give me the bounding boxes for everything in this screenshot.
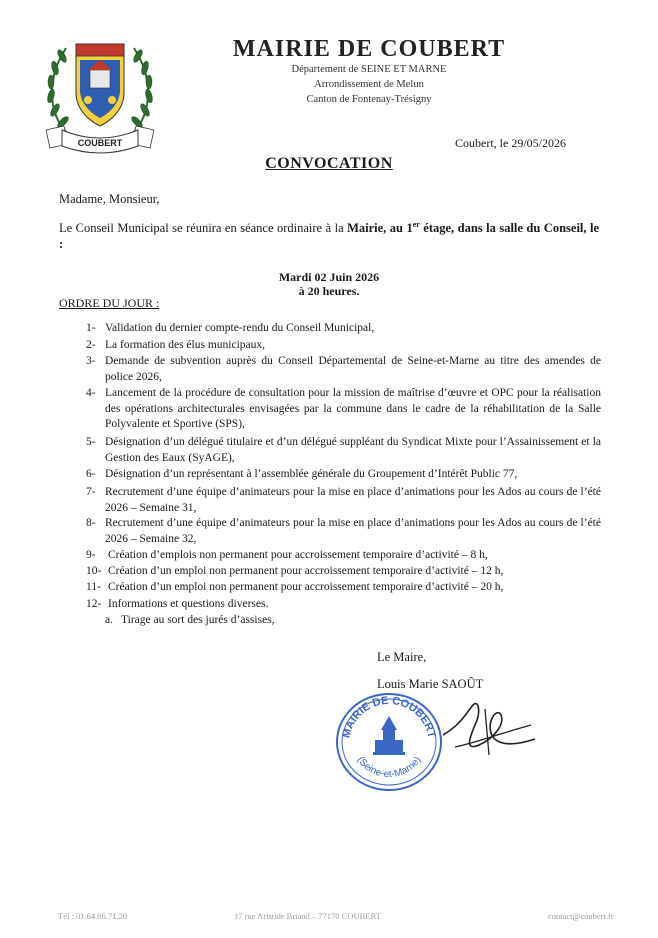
agenda-item-number: 11-: [86, 581, 101, 593]
intro-bold-room: étage, dans la salle du Conseil, le :: [59, 221, 600, 252]
agenda-item-text: Recrutement d’une équipe d’animateurs pour la mise en place d’animations pour les Ados au cours de l’été 2026 – Semaine 31,: [105, 486, 601, 514]
agenda-item: [86, 485, 601, 516]
canton-line: Canton de Fontenay-Trésigny: [306, 94, 432, 105]
intro-bold-location: Mairie, au 1: [347, 221, 413, 236]
agenda-item-text: La formation des élus municipaux,: [105, 339, 266, 351]
agenda-heading: ORDRE DU JOUR :: [59, 296, 160, 310]
signatory-name: Louis Marie SAOÛT: [377, 677, 484, 691]
agenda-item-text: Désignation d’un représentant à l’assemblée générale du Groupement d’Intérêt Public 77,: [105, 468, 518, 480]
logo-ribbon-text: COUBERT: [77, 138, 123, 148]
agenda-item-text: Informations et questions diverses.: [108, 598, 269, 610]
intro-superscript: er: [412, 220, 420, 229]
intro-paragraph: [59, 217, 599, 252]
meeting-time: à 20 heures.: [298, 284, 360, 298]
agenda-item: [86, 386, 601, 433]
agenda-item-number: 9-: [86, 549, 96, 561]
svg-text:(Seine-et-Marne): [355, 755, 424, 780]
agenda-item-text: Validation du dernier compte-rendu du Conseil Municipal,: [105, 322, 375, 334]
footer-email: contact@coubert.fr: [548, 911, 614, 921]
meeting-date: Mardi 02 Juin 2026: [278, 270, 380, 284]
agenda-item-number: 8-: [86, 517, 96, 529]
agenda-item: [86, 516, 601, 547]
agenda-item-text: Demande de subvention auprès du Conseil Départemental de Seine-et-Marne au titre des amendes de police 2026,: [105, 355, 601, 383]
department-line: Département de SEINE ET MARNE: [291, 64, 447, 75]
agenda-item-number: 6-: [86, 468, 96, 480]
agenda-item: [86, 548, 601, 564]
mairie-title: MAIRIE DE COUBERT: [232, 36, 506, 62]
agenda-item-number: 7-: [86, 486, 96, 498]
agenda-item-text: Désignation d’un délégué titulaire et d’un délégué suppléant du Syndicat Mixte pour l’Assainissement et la Gestion des Eaux (SyAGE),: [105, 436, 601, 464]
signatory-title: Le Maire,: [377, 650, 427, 664]
agenda-subitem-letter: a.: [105, 614, 113, 626]
agenda-item-number: 1-: [86, 322, 96, 334]
stamp-top-text: MAIRIE DE COUBERT: [340, 694, 438, 740]
agenda-item-number: 3-: [86, 355, 96, 367]
mairie-stamp: [333, 690, 445, 794]
agenda-item-number: 12-: [86, 598, 102, 610]
agenda-item: [86, 321, 601, 337]
arrondissement-line: Arrondissement de Melun: [314, 79, 424, 90]
document-date: Coubert, le 29/05/2026: [455, 136, 566, 150]
agenda-item-number: 2-: [86, 339, 96, 351]
agenda-item-text: Recrutement d’une équipe d’animateurs pour la mise en place d’animations pour les Ados au cours de l’été 2026 – Semaine 32,: [105, 517, 601, 545]
agenda-item-number: 4-: [86, 387, 96, 399]
footer-address: 17 rue Aristide Briand – 77170 COUBERT: [234, 911, 381, 921]
stamp-bottom-text: (Seine-et-Marne): [354, 754, 424, 781]
agenda-item-text: Création d’emplois non permanent pour accroissement temporaire d’activité – 8 h,: [108, 549, 488, 561]
agenda-item-text: Lancement de la procédure de consultation pour la mission de maîtrise d’œuvre et OPC pour la réalisation des opérations architecturales envisagées par la commune dans le cadre de la réhabilitation de la Salle Polyvalente et Sportive (SPS),: [105, 387, 601, 431]
agenda-item-text: Création d’un emploi non permanent pour accroissement temporaire d’activité – 12 h,: [108, 565, 504, 577]
agenda-subitem-text: Tirage au sort des jurés d’assises,: [121, 614, 275, 626]
agenda-item: [86, 564, 601, 580]
mayor-signature: [435, 695, 545, 765]
agenda-item-number: 5-: [86, 436, 96, 448]
document-title: CONVOCATION: [265, 155, 393, 172]
agenda-subitem: [105, 613, 275, 628]
agenda-item: [86, 467, 601, 483]
salutation: Madame, Monsieur,: [59, 192, 160, 206]
agenda-item: [86, 338, 601, 354]
agenda-item: [86, 354, 601, 385]
intro-text: Le Conseil Municipal se réunira en séance ordinaire à la: [59, 221, 348, 236]
agenda-item: [86, 435, 601, 466]
footer-phone: Tél : 01.64.06.71.20: [58, 911, 127, 921]
agenda-item-number: 10-: [86, 565, 102, 577]
agenda-item: [86, 580, 601, 596]
agenda-item-text: Création d’un emploi non permanent pour accroissement temporaire d’activité – 20 h,: [108, 581, 504, 593]
agenda-item: [86, 597, 601, 613]
